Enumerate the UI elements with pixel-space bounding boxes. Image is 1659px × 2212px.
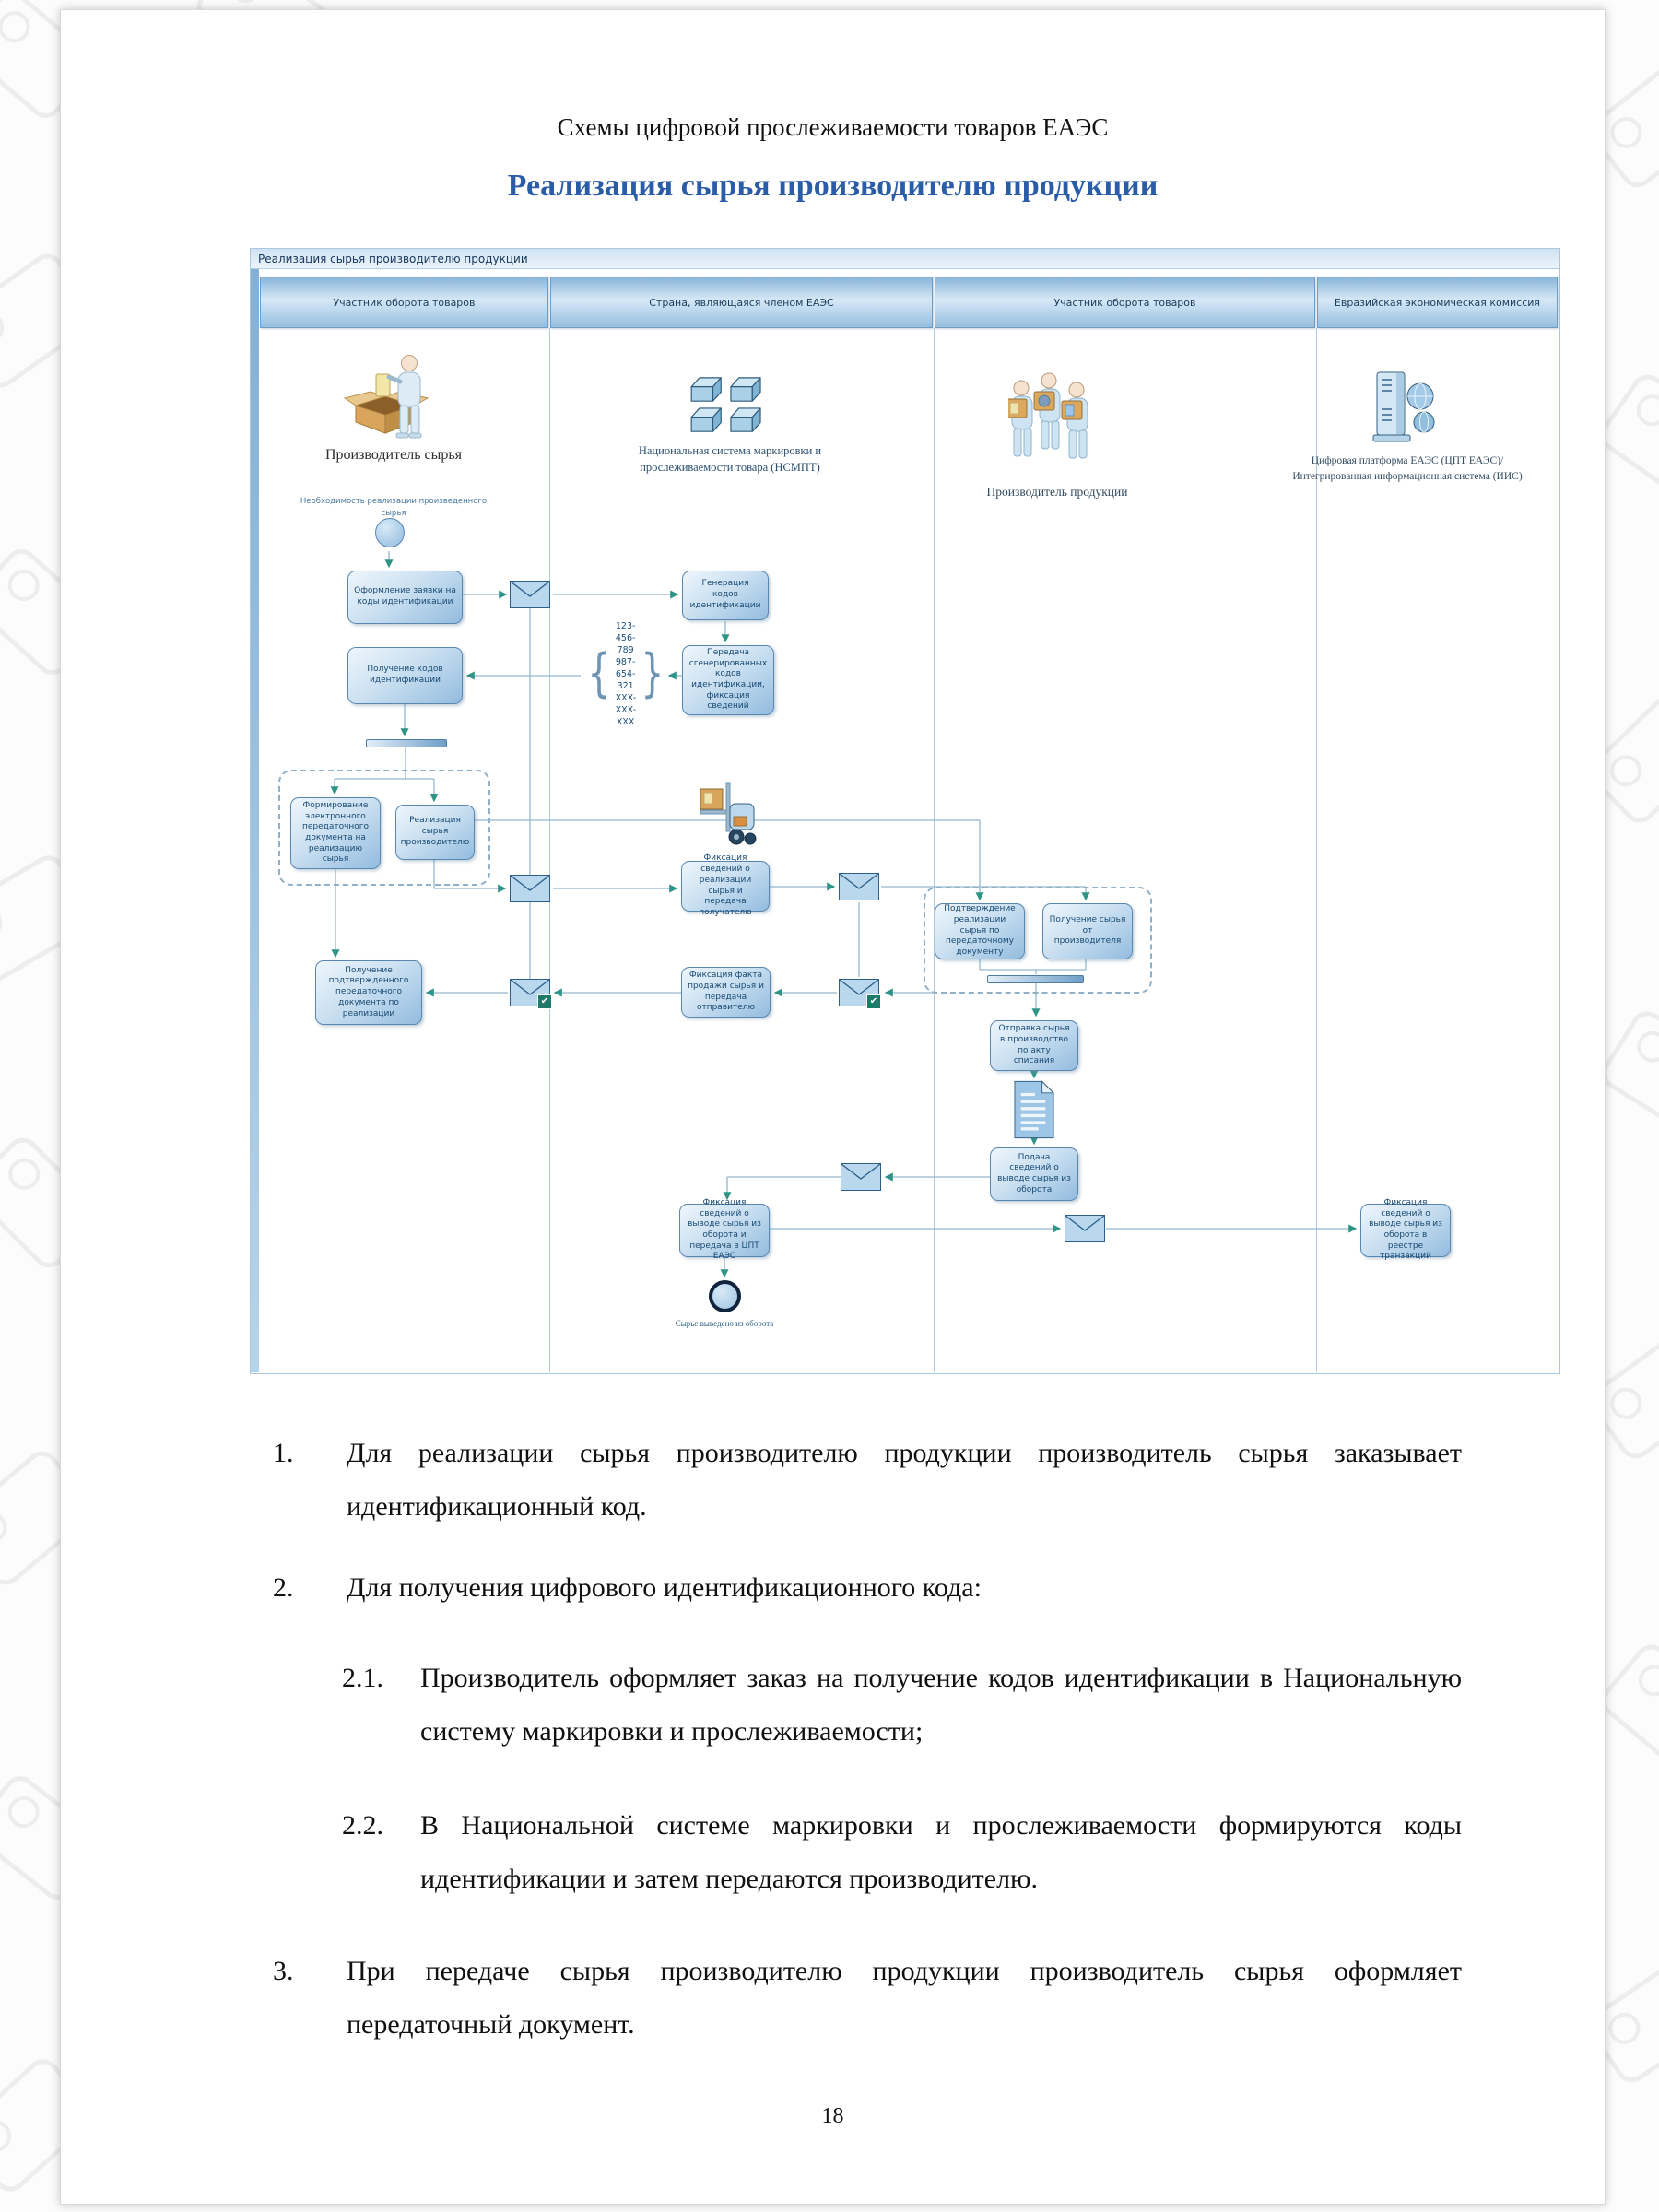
message-envelope-icon (510, 875, 550, 902)
document-header: Схемы цифровой прослеживаемости товаров ЕАЭС (557, 113, 1109, 141)
page-title: Реализация сырья производителю продукции (507, 169, 1159, 203)
raw-producer-label: Производитель сырья (324, 447, 462, 463)
codes-lines: 123-456-789 987-654-321 XXX-XXX-XXX (615, 620, 637, 727)
forklift-icon (699, 782, 758, 848)
brace-right: } (641, 643, 664, 703)
marking-system-label: Национальная система маркировки и прослеживаемости товара (НСМПТ) (638, 444, 822, 475)
end-event-circle (709, 1280, 741, 1312)
lane-header-eec: Евразийская экономическая комиссия (1317, 276, 1558, 328)
task-fix-withdrawal-send-cpt: Фиксация сведений о выводе сырья из оборота и передача в ЦПТ ЕАЭС (679, 1204, 770, 1257)
list-item-text: Для получения цифрового идентификационного кода: (347, 1572, 982, 1603)
task-transfer-generated-codes: Передача сгенерированных кодов идентификации, фиксация сведений (682, 645, 774, 715)
task-fix-sale-information: Фиксация сведений о реализации сырья и передача получателю (681, 861, 770, 912)
page-number: 18 (821, 2104, 844, 2128)
list-item-number: 3. (273, 1956, 294, 1986)
lane-header-participant-2: Участник оборота товаров (935, 276, 1315, 328)
digital-platform-server-icon (1371, 369, 1438, 452)
task-receive-raw-from-producer: Получение сырья от производителя (1042, 903, 1133, 959)
check-icon: ✔ (866, 994, 881, 1009)
goods-producer-people-icon (1008, 369, 1112, 479)
process-diagram (250, 248, 1560, 1374)
list-item-text: Производитель оформляет заказ на получение кодов идентификации в Национальную систему маркировки и прослеживаемости; (420, 1663, 1462, 1747)
list-item-text: В Национальной системе маркировки и прослеживаемости формируются коды идентификации и затем передаются производителю. (420, 1810, 1462, 1894)
raw-producer-note: Необходимость реализации произведенного сырья (300, 497, 488, 518)
list-item-number: 1. (273, 1438, 294, 1468)
task-sell-raw-material: Реализация сырья производителю (395, 805, 475, 860)
numbered-list (273, 1427, 1462, 2052)
list-item-number: 2.1. (342, 1663, 383, 1693)
start-event-circle (375, 518, 405, 547)
task-receive-confirmed-document: Получение подтвержденного передаточного документа по реализации (315, 960, 422, 1025)
task-confirm-sale-by-document: Подтверждение реализации сырья по передаточному документу (935, 903, 1025, 959)
list-item-text: При передаче сырья производителю продукции производитель сырья оформляет передаточный документ. (347, 1956, 1462, 2040)
list-item (273, 1945, 1462, 2052)
list-item-number: 2. (273, 1572, 294, 1603)
identification-codes-list (582, 620, 667, 727)
parallel-fork-bar (366, 739, 447, 747)
task-form-transfer-document: Формирование электронного передаточного документа на реализацию сырья (290, 797, 381, 869)
list-item-text: Для реализации сырья производителю продукции производитель сырья заказывает идентификационный код. (347, 1438, 1462, 1522)
message-envelope-icon (1065, 1215, 1105, 1242)
task-receive-identification-codes: Получение кодов идентификации (347, 647, 463, 704)
list-item (273, 1799, 1462, 1906)
message-envelope-confirmed-icon (510, 979, 550, 1006)
task-send-raw-to-production: Отправка сырья в производство по акту списания (990, 1020, 1078, 1071)
document-page (60, 9, 1606, 2205)
task-fix-sale-fact: Фиксация факта продажи сырья и передача отправителю (681, 967, 771, 1018)
lane-header-member-state: Страна, являющаяся членом ЕАЭС (550, 276, 933, 328)
writeoff-act-document-icon (1014, 1080, 1054, 1139)
diagram-title-bar: Реализация сырья производителю продукции (251, 249, 1559, 269)
digital-platform-label: Цифровая платформа ЕАЭС (ЦПТ ЕАЭС)/ Интегрированная информационная система (ИИС) (1292, 455, 1523, 483)
end-event-label: Сырье выведено из оборота (675, 1319, 774, 1328)
list-item (273, 1652, 1462, 1759)
lane-header-participant-1: Участник оборота товаров (260, 276, 548, 328)
task-submit-withdrawal-info: Подача сведений о выводе сырья из оборота (990, 1147, 1078, 1201)
brace-left: { (587, 643, 611, 703)
list-item (273, 1561, 1462, 1615)
task-request-identification-codes: Оформление заявки на коды идентификации (347, 571, 463, 624)
goods-producer-label: Производитель продукции (986, 485, 1128, 499)
message-envelope-icon (841, 1163, 881, 1191)
task-fix-withdrawal-in-registry: Фиксация сведений о выводе сырья из оборота в реестре транзакций (1360, 1204, 1451, 1257)
list-item-number: 2.2. (342, 1810, 383, 1841)
message-envelope-confirmed-icon (839, 979, 879, 1006)
list-item (273, 1427, 1462, 1534)
raw-producer-person-box-icon (341, 352, 437, 444)
check-icon: ✔ (537, 994, 552, 1009)
message-envelope-icon (839, 873, 879, 900)
marking-system-cubes-icon (689, 374, 769, 439)
message-envelope-icon (510, 581, 550, 608)
task-generate-codes: Генерация кодов идентификации (682, 571, 769, 620)
parallel-join-bar (987, 975, 1084, 983)
